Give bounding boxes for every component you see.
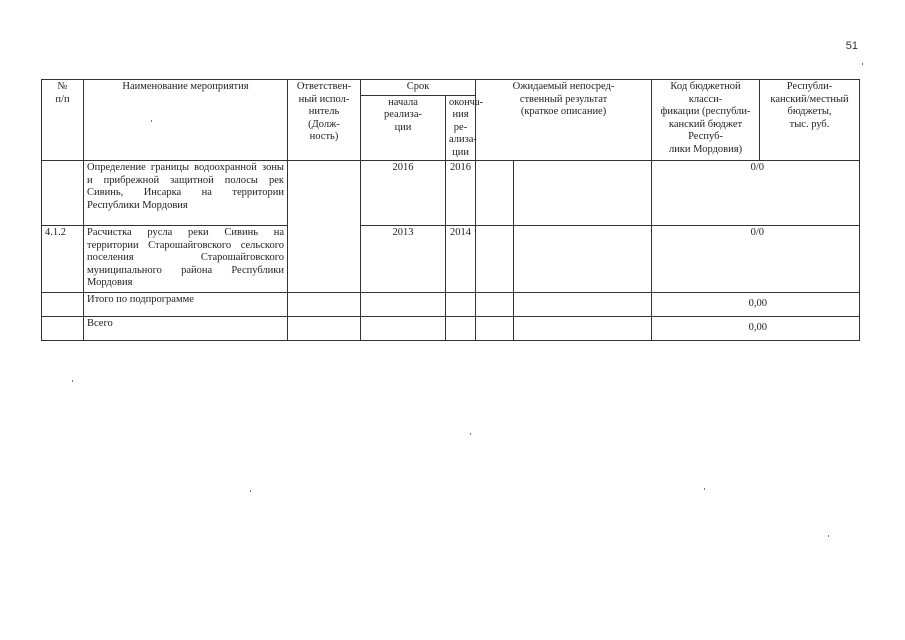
scan-speck (72, 380, 73, 382)
row-name: Расчистка русла реки Сивинь на территории Старошайговского сельского поселения Старошайговского муниципального района Республики Мордовия (84, 226, 288, 293)
page-number: 51 (845, 40, 858, 52)
total-amount: 0,00 (652, 293, 860, 317)
row-name: Определение границы водоохранной зоны и прибрежной защитной полосы рек Сивинь, Инсарка на территории Республики Мордовия (84, 161, 288, 226)
row-end: 2016 (446, 161, 476, 226)
header-result: Ожидаемый непосред- ственный результат (краткое описание) (476, 80, 652, 161)
row-amount: 0/0 (652, 226, 860, 293)
scan-speck (250, 490, 251, 492)
scan-speck (470, 433, 471, 435)
row-start: 2013 (361, 226, 446, 293)
scan-speck (862, 63, 863, 65)
row-num: 4.1.2 (42, 226, 84, 293)
header-code: Код бюджетной класси- фикации (республи- канский бюджет Респуб- лики Мордовия) (652, 80, 760, 161)
scan-speck (704, 488, 705, 490)
row-num (42, 161, 84, 226)
total-row (42, 317, 860, 341)
activities-table (41, 79, 860, 341)
header-period: Срок (361, 80, 476, 96)
scan-speck (151, 120, 152, 122)
header-responsible: Ответствен- ный испол- нитель (Долж- ность) (288, 80, 361, 161)
total-row (42, 293, 860, 317)
header-num: № п/п (42, 80, 84, 161)
scan-speck (828, 535, 829, 537)
row-amount: 0/0 (652, 161, 860, 226)
header-end: оконча- ния ре- ализа- ции (446, 95, 476, 161)
total-label: Всего (84, 317, 288, 341)
header-name: Наименование мероприятия (84, 80, 288, 161)
row-responsible (288, 161, 361, 293)
total-label: Итого по подпрограмме (84, 293, 288, 317)
table-row (42, 226, 860, 293)
row-end: 2014 (446, 226, 476, 293)
row-start: 2016 (361, 161, 446, 226)
header-start: начала реализа- ции (361, 95, 446, 161)
total-amount: 0,00 (652, 317, 860, 341)
table-row (42, 161, 860, 226)
header-budget: Республи- канский/местный бюджеты, тыс. руб. (760, 80, 860, 161)
